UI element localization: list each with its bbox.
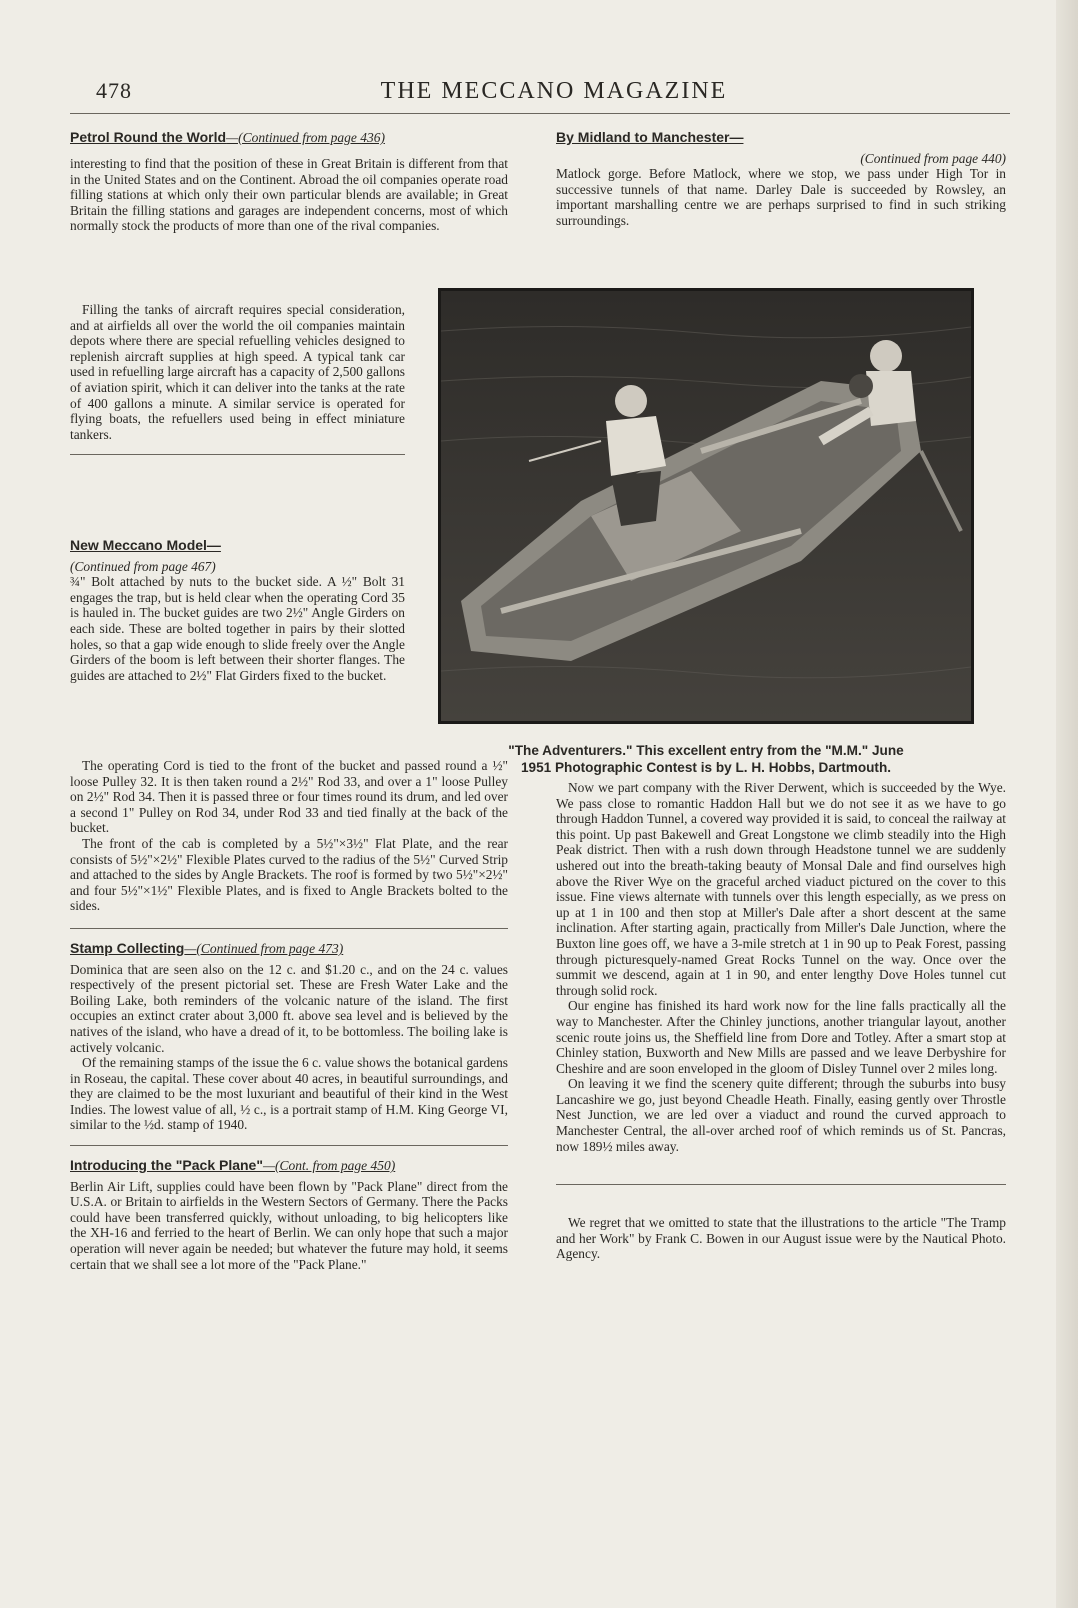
paragraph: Now we part company with the River Derwent, which is succeeded by the Wye. We pass close to romantic Haddon Hall but we do not see it as we have to go through Haddon Tunnel, a covered way provided it is said, to conceal the railway at this point. Up past Bakewell and Great Longstone we climb steadily into the High Peak district. Then with a rush down through Headstone tunnel we are suddenly ushered out into the breath-taking beauty of Monsal Dale and find ourselves high above the River Wye on the graceful arched viaduct pictured on the cover to this issue. Fine views alternate with tunnels over this length especially, as we press on up at 1 in 100 and then stop at Miller's Dale after a short descent at the same inclination. After starting again, practically from Miller's Dale Junction, where the Buxton line goes off, we have a 3-mile stretch at 1 in 90 up to Peak Forest, passing through picturesquely-named Great Rocks Tunnel on the way. Once over the summit we descend, again at 1 in 90, and enter lengthy Dove Holes tunnel cut through solid rock.: [556, 780, 1006, 998]
page-edge: [1056, 0, 1078, 1608]
article-meccano-cont: [70, 758, 508, 1272]
article-petrol-body-narrow: [70, 260, 405, 455]
paragraph: ¾" Bolt attached by nuts to the bucket side. A ½" Bolt 31 engages the trap, but is held clear when the operating Cord 35 is hauled in. The bucket guides are two 2½" Angle Girders on each side. These are bolted together in pairs by their slotted holes, so that a gap wide enough to slide freely over the Angle Girders of the boom is left between their shorter flanges. The guides are attached to 2½" Flat Girders fixed to the bucket.: [70, 574, 405, 683]
article-meccano: [70, 538, 405, 683]
paragraph: On leaving it we find the scenery quite different; through the suburbs into busy Lancashire we go, just beyond Cheadle Heath. Finally, easing gently over Throstle Nest Junction, we are led over a viaduct and round the curved approach to Manchester Central, the all-over arched roof of which reminds us of St. Pancras, now 189½ miles away.: [556, 1076, 1006, 1154]
header-rule: [70, 113, 1010, 114]
photo-the-adventurers: [438, 288, 974, 724]
paragraph: Berlin Air Lift, supplies could have been flown by "Pack Plane" direct from the U.S.A. or Britain to airfields in the Western Sectors of Germany. There the Packs could have been transferred quickly, without unloading, to big helicopters like the XH-16 and ferried to the heart of Berlin. We can only hope that such a major operation will never again be needed; but whatever the future may hold, it seems certain that we shall see a lot more of the "Pack Plane.": [70, 1178, 508, 1272]
paragraph: Dominica that are seen also on the 12 c. and $1.20 c., and on the 24 c. values respectively of the present pictorial set. These are Fresh Water Lake and the Boiling Lake, both reminders of the volcanic nature of the island. The first occupies an extinct crater about 3,000 ft. above sea level and is believed by the natives of the island, who have a dread of it, to be bottomless. The boiling lake is actively volcanic.: [70, 961, 508, 1055]
article-title: Stamp Collecting—(Continued from page 473): [70, 939, 344, 956]
paragraph: The front of the cab is completed by a 5½"×3½" Flat Plate, and the rear consists of 5½"×2½" Flexible Plates curved to the radius of the 5½" Curved Strip and attached to the sides by Angle Brackets. The roof is formed by two 5½"×2½" and four 5½"×1½" Flexible Plates, and is fixed to Angle Brackets bolted to the sides.: [70, 835, 508, 914]
article-midland: [556, 130, 1006, 229]
paragraph: Matlock gorge. Before Matlock, where we stop, we pass under High Tor in successive tunnels of that name. Darley Dale is succeeded by Rowsley, an important marshalling centre we are perhaps surprised to find in such striking surroundings.: [556, 166, 1006, 228]
page-header: [70, 74, 1038, 114]
magazine-title: THE MECCANO MAGAZINE: [380, 78, 728, 104]
paragraph: The operating Cord is tied to the front of the bucket and passed round a ½" loose Pulley 32. It is then taken round a 2½" Rod 33, and over a 1" loose Pulley on 2½" Rod 34. Then it is passed three or four times round its drum, and led over a second 1" Pulley on Rod 34, under Rod 33 and tied finally at the back of the bucket.: [70, 758, 508, 836]
continued-note: (Continued from page 440): [860, 150, 1006, 166]
boat-photo-illustration: [441, 291, 971, 721]
notice-paragraph: We regret that we omitted to state that the illustrations to the article "The Tramp and her Work" by Frank C. Bowen in our August issue were by the Nautical Photo. Agency.: [556, 1215, 1006, 1262]
section-rule: [70, 454, 405, 455]
caption-line: "The Adventurers." This excellent entry from the "M.M." June: [508, 743, 904, 758]
paragraph: Of the remaining stamps of the issue the 6 c. value shows the botanical gardens in Roseau, the capital. These cover about 40 acres, in beautiful surroundings, and they are claimed to be the most luxuriant and beautiful of their kind in the West Indies. The lowest value of all, ½ c., is a portrait stamp of H.M. King George VI, similar to the ½d. stamp of 1940.: [70, 1055, 508, 1133]
article-title: Introducing the "Pack Plane"—(Cont. from page 450): [70, 1157, 396, 1174]
page-number: 478: [96, 78, 132, 103]
article-title: Petrol Round the World—(Continued from page 436): [70, 129, 385, 145]
article-petrol-body: [70, 156, 508, 276]
caption-line: 1951 Photographic Contest is by L. H. Hobbs, Dartmouth.: [520, 760, 892, 775]
paragraph: Filling the tanks of aircraft requires special consideration, and at airfields all over the world the oil companies maintain depots where there are special refuelling vehicles designed to replenish aircraft supplies at high speed. A typical tank car used in refuelling large aircraft has a capacity of 2,500 gallons of aviation spirit, which it can deliver into the tanks at the rate of 400 gallons a minute. A similar service is operated for flying boats, the refuellers used being in effect miniature tankers.: [70, 302, 405, 442]
article-title: By Midland to Manchester—: [556, 129, 744, 145]
article-title: New Meccano Model—: [70, 537, 221, 553]
continued-note: (Continued from page 467): [70, 558, 216, 574]
photo-caption: [436, 742, 976, 776]
article-midland-cont: [556, 780, 1006, 1262]
paragraph: interesting to find that the position of these in Great Britain is different from that in the United States and on the Continent. Abroad the oil companies operate road filling stations at which only their own particular blends are available; in Great Britain the filling stations and garages are independent concerns, most of which normally stock the products of more than one of the rival companies.: [70, 156, 508, 234]
paragraph: Our engine has finished its hard work now for the line falls practically all the way to Manchester. After the Chinley junctions, another triangular layout, another scenic route joins us, the Sheffield line from Dore and Totley. After a smart stop at Chinley station, Buxworth and New Mills are passed and we leave Derbyshire for Cheshire and are soon enveloped in the gloom of Disley Tunnel over 2 miles long.: [556, 998, 1006, 1076]
article-petrol: [70, 130, 508, 151]
